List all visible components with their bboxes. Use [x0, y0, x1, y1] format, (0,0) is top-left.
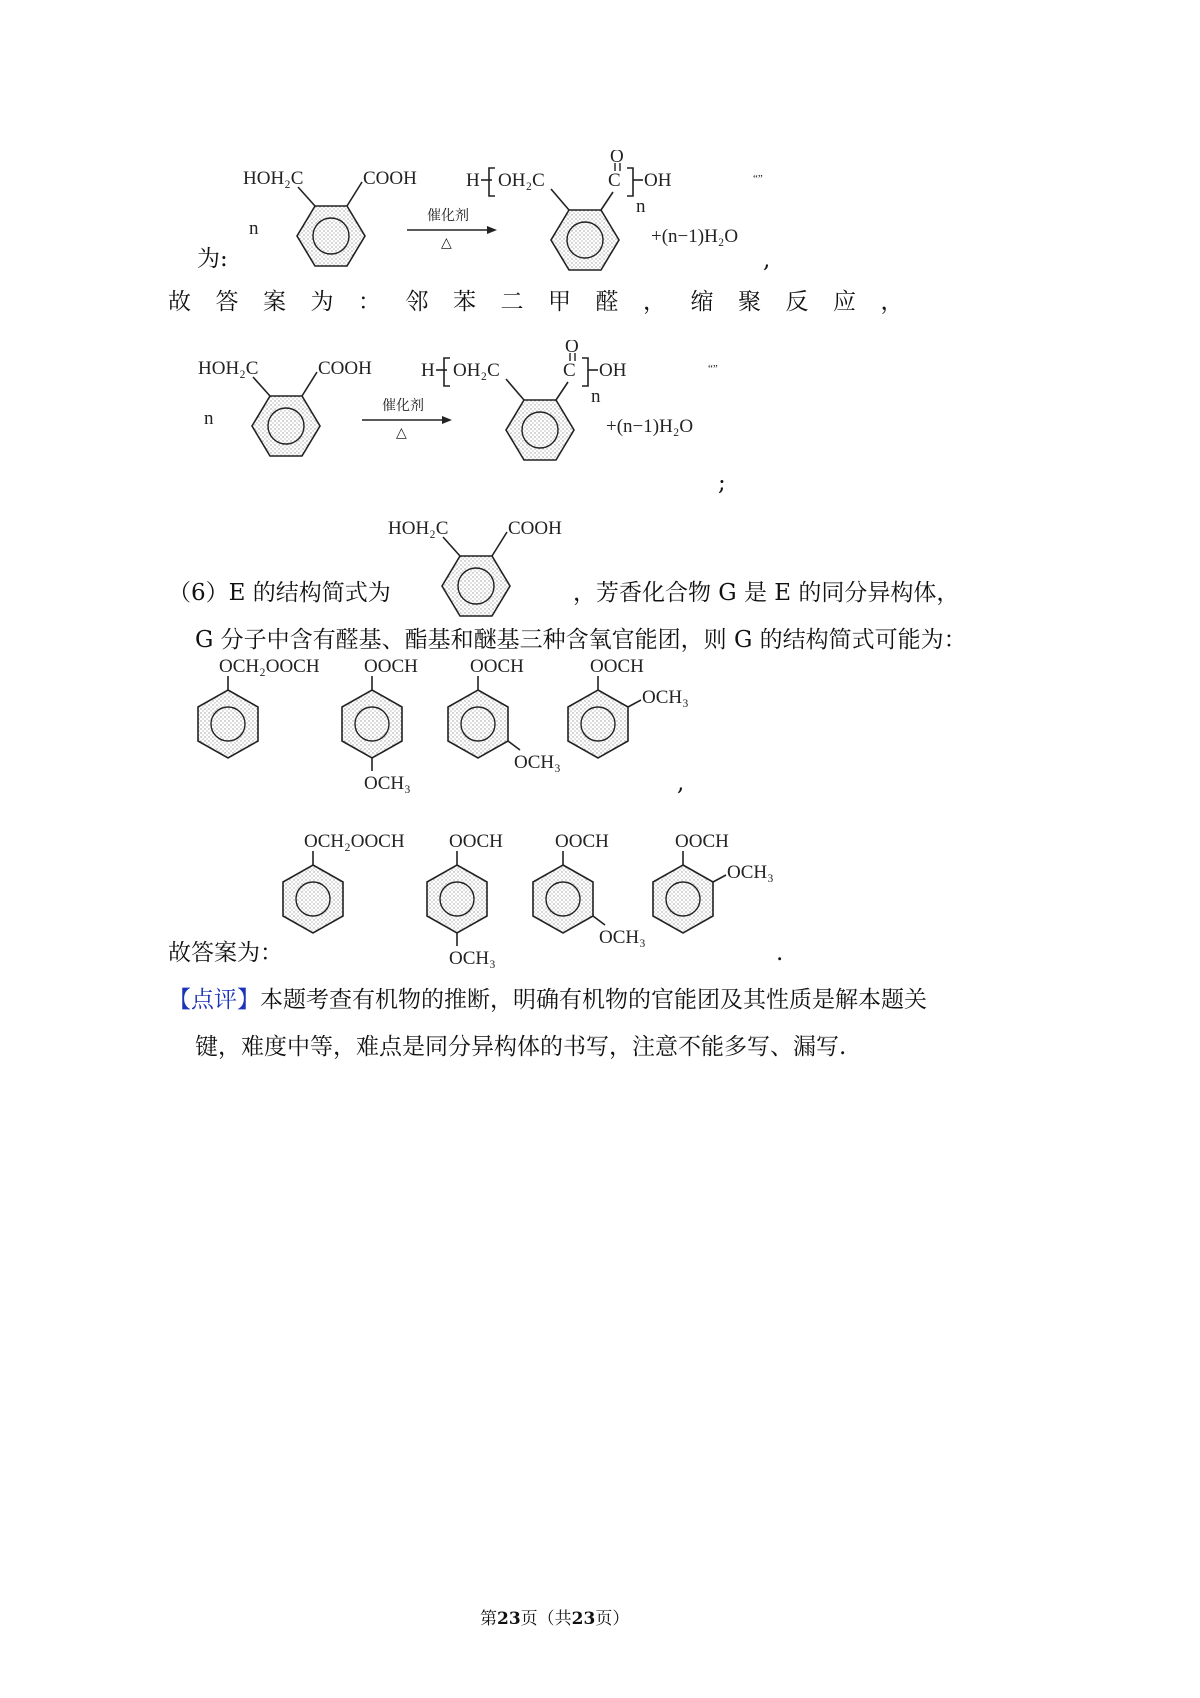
svg-text:n: n	[591, 386, 601, 407]
isomer-4-structure	[568, 656, 689, 758]
isomer-4-structure	[653, 831, 774, 933]
isomer-row-1	[180, 640, 720, 800]
svg-text:△: △	[396, 426, 407, 441]
reactant-left-group: HOH₂C	[243, 168, 304, 189]
svg-text:n: n	[636, 196, 646, 217]
svg-text:OCH₃: OCH₃	[727, 862, 774, 883]
reaction-arrow	[362, 397, 452, 441]
reaction-arrow	[407, 207, 497, 251]
structure-e	[380, 500, 580, 630]
polyester-structure	[466, 150, 672, 270]
water-byproduct: +(n−1)H₂O	[651, 226, 739, 247]
total-pages: 23	[571, 1609, 596, 1629]
final-answer-label: 故答案为：	[168, 940, 283, 966]
reactant-n-label: n	[249, 218, 259, 239]
part6-text-after: ，芳香化合物 G 是 E 的同分异构体，	[573, 580, 960, 606]
svg-text:OCH₃: OCH₃	[642, 687, 689, 708]
hydroxymethyl-benzoic-acid-structure	[198, 358, 372, 456]
isomer-2-structure	[427, 831, 503, 969]
comment-line-2: 键，难度中等，难点是同分异构体的书写，注意不能多写、漏写.	[195, 1034, 847, 1060]
svg-text:C: C	[563, 360, 576, 381]
comment-text-1: 本题考查有机物的推断，明确有机物的官能团及其性质是解本题关	[260, 987, 927, 1013]
svg-text:H: H	[466, 170, 480, 191]
svg-text:OH: OH	[599, 360, 627, 381]
page-footer: 第23页（共23页）	[480, 1609, 630, 1629]
isomer-row-2	[265, 815, 805, 975]
part6-label: （6）E 的结构简式为	[168, 580, 391, 606]
svg-text:C: C	[608, 170, 621, 191]
comment-tag: 【点评】	[168, 987, 260, 1013]
svg-text:OOCH: OOCH	[470, 656, 524, 677]
reactant-right-group: COOH	[363, 168, 417, 189]
isomer-1-structure	[198, 656, 320, 758]
isomer-1-structure	[283, 831, 405, 933]
svg-text:H: H	[421, 360, 435, 381]
svg-text:OOCH: OOCH	[555, 831, 609, 852]
svg-text:OOCH: OOCH	[449, 831, 503, 852]
answer-line: 故答案为：邻苯二甲醛，缩聚反应，	[168, 289, 928, 315]
reaction-lead-text: 为:	[197, 246, 228, 272]
svg-text:OCH₃: OCH₃	[364, 773, 411, 794]
svg-text:OOCH: OOCH	[675, 831, 729, 852]
polyester-structure	[421, 340, 627, 460]
page-number: 23	[497, 1609, 521, 1629]
svg-text:+(n−1)H₂O: +(n−1)H₂O	[606, 416, 694, 437]
svg-text:OCH₃: OCH₃	[449, 948, 496, 969]
svg-text:O: O	[610, 150, 624, 167]
svg-text:催化剂: 催化剂	[382, 399, 424, 414]
svg-text:OCH₂OOCH: OCH₂OOCH	[304, 831, 405, 852]
svg-text:O: O	[565, 340, 579, 357]
hydroxymethyl-benzoic-acid-structure	[243, 168, 417, 266]
isomer-3-structure	[533, 831, 646, 948]
svg-text:“”: “”	[753, 173, 763, 185]
svg-text:OOCH: OOCH	[364, 656, 418, 677]
svg-text:COOH: COOH	[508, 518, 562, 539]
svg-text:OOCH: OOCH	[590, 656, 644, 677]
svg-text:OCH₃: OCH₃	[514, 752, 561, 773]
svg-text:“”: “”	[708, 363, 718, 375]
svg-text:COOH: COOH	[318, 358, 372, 379]
reaction-scheme-1	[235, 150, 795, 280]
part6-line2: G 分子中含有醛基、酯基和醚基三种含氧官能团，则 G 的结构简式可能为：	[195, 627, 967, 653]
svg-text:OH₂C: OH₂C	[453, 360, 500, 381]
svg-text:OH₂C: OH₂C	[498, 170, 545, 191]
svg-text:n: n	[204, 408, 214, 429]
svg-text:HOH₂C: HOH₂C	[198, 358, 259, 379]
isomer-3-structure	[448, 656, 561, 773]
comment-line-1	[168, 985, 927, 1015]
reaction-scheme-2	[190, 340, 750, 470]
svg-text:OCH₂OOCH: OCH₂OOCH	[219, 656, 320, 677]
svg-text:OCH₃: OCH₃	[599, 927, 646, 948]
heat-label: △	[441, 236, 452, 251]
document-page: 为: HOH₂C COOH n 催化剂 △ H OH₂C C O OH n “” +(n−1)H₂O , 故答案为：邻苯二甲醛，缩聚反应， HOH₂C COOH n 催化剂 △ H OH₂C C O OH n “” +(n−1)H₂O ; HOH₂C COOH （6）E 的结构简式为 ，芳香化合物 G 是 E 的同分异构体， G 分子中含有醛基、酯基和醚基三种含氧官能团，则 G 的结构简式可能为： OCH₂OOCH OOCH OCH₃ OOCH OCH₃ OOCH OCH₃ , OCH₂OOCH OOCH OCH₃ OOCH OCH₃ OOCH OCH₃ 故答案为： . 【点评】本题考查有机物的推断，明确有机物的官能团及其性质是解本题关 键，难度中等，难点是同分异构体的书写，注意不能多写、漏写. 第23页（共23页）	[0, 0, 1200, 1698]
catalyst-label: 催化剂	[427, 209, 469, 224]
svg-text:HOH₂C: HOH₂C	[388, 518, 449, 539]
svg-text:OH: OH	[644, 170, 672, 191]
isomer-2-structure	[342, 656, 418, 794]
